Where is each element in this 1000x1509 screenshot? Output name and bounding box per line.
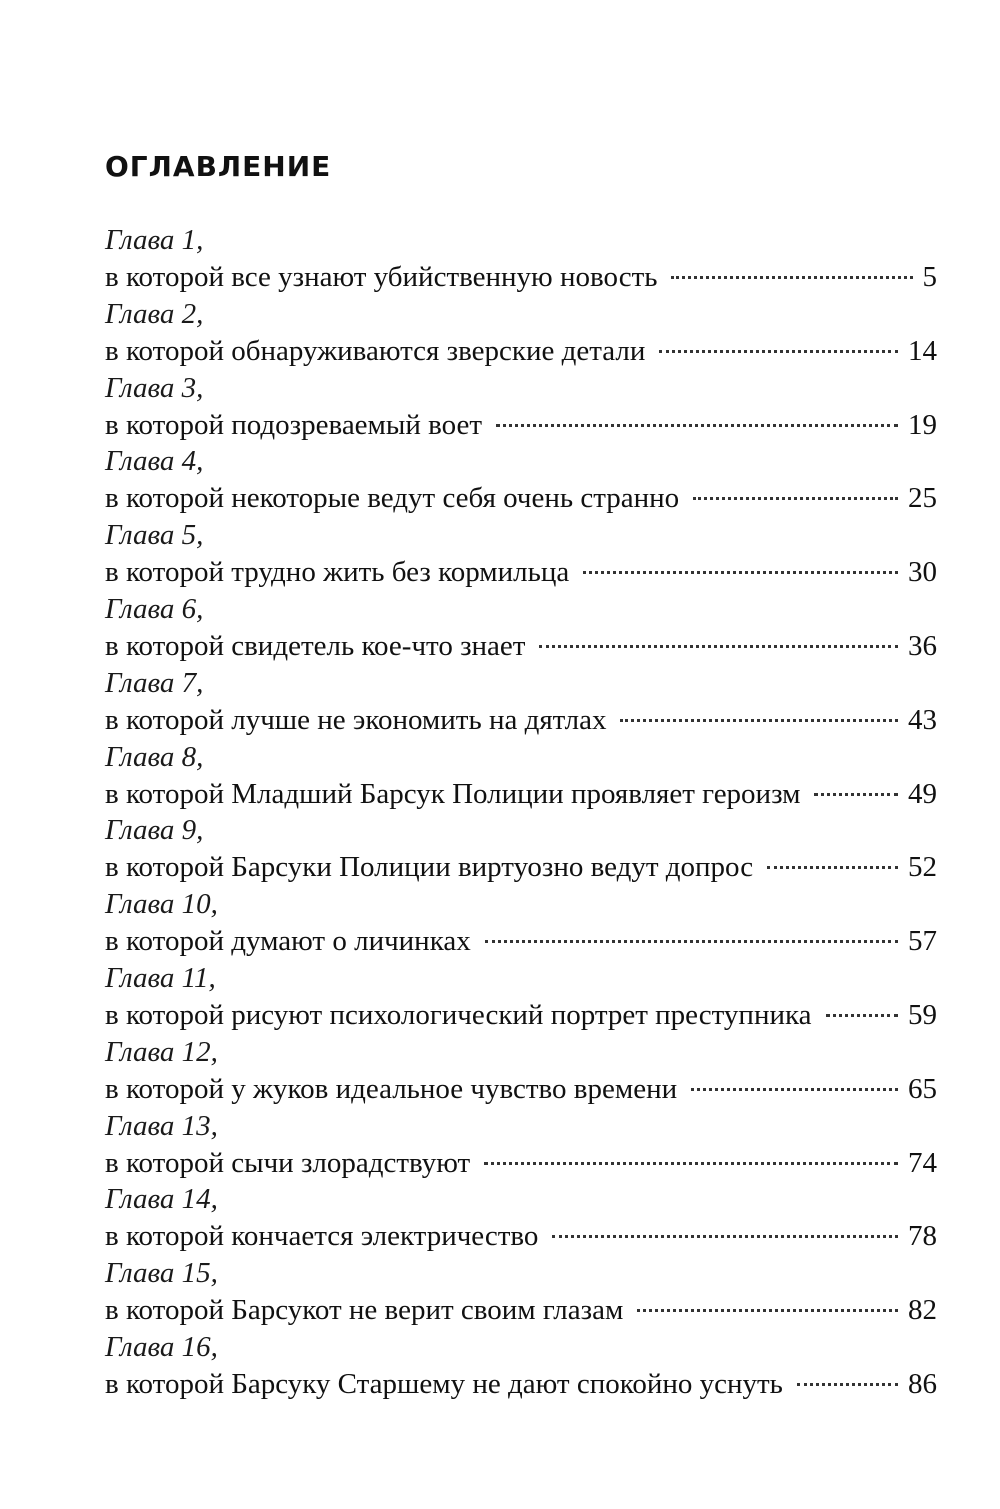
- entry-line: [105, 776, 937, 813]
- dot-leader: [496, 424, 898, 427]
- entry-title: в которой трудно жить без кормильца: [105, 556, 570, 589]
- entry-title: в которой Барсукот не верит своим глазам: [105, 1294, 624, 1327]
- dot-leader: [539, 645, 898, 648]
- entry-title: в которой сычи злорадствуют: [105, 1146, 471, 1179]
- dot-leader: [693, 497, 898, 500]
- page-number: 52: [908, 851, 937, 884]
- entry-title: в которой все узнают убийственную новость: [105, 261, 658, 293]
- chapter-label: Глава 2,: [105, 297, 204, 330]
- entry-title: в которой обнаруживаются зверские детали: [105, 334, 646, 367]
- chapter-label: Глава 9,: [105, 814, 204, 847]
- chapter-label: Глава 7,: [105, 666, 204, 699]
- entry-line: [105, 480, 937, 517]
- chapter-label: Глава 4,: [105, 445, 204, 478]
- toc-entry: [105, 812, 937, 886]
- dot-leader: [583, 571, 898, 574]
- entry-line: [105, 1218, 937, 1255]
- entry-line: [105, 1145, 937, 1182]
- dot-leader: [659, 350, 898, 353]
- page-number: 43: [908, 703, 937, 736]
- entry-title: в которой думают о личинках: [105, 925, 471, 958]
- toc-entry: [105, 665, 937, 739]
- chapter-label: Глава 3,: [105, 371, 204, 404]
- page-number: 36: [908, 629, 937, 662]
- page-number: 86: [908, 1367, 937, 1400]
- toc-entry: [105, 222, 937, 296]
- chapter-label: Глава 16,: [105, 1330, 218, 1363]
- entry-title: в которой Младший Барсук Полиции проявляет героизм: [105, 777, 801, 810]
- dot-leader: [691, 1088, 898, 1091]
- dot-leader: [767, 866, 898, 869]
- entry-title: в которой лучше не экономить на дятлах: [105, 703, 607, 736]
- toc-entry: [105, 1108, 937, 1182]
- toc-entry: [105, 1181, 937, 1255]
- page-number: 5: [922, 261, 937, 293]
- toc-entry: [105, 517, 937, 591]
- entry-title: в которой некоторые ведут себя очень странно: [105, 482, 680, 515]
- entry-line: [105, 923, 937, 960]
- page-number: 65: [908, 1072, 937, 1105]
- entry-line: [105, 702, 937, 739]
- dot-leader: [671, 276, 912, 279]
- dot-leader: [552, 1235, 898, 1238]
- page-number: 74: [908, 1146, 937, 1179]
- page-number: 25: [908, 482, 937, 515]
- entry-title: в которой свидетель кое-что знает: [105, 629, 526, 662]
- dot-leader: [814, 793, 898, 796]
- chapter-label: Глава 11,: [105, 961, 216, 994]
- toc-entry: [105, 443, 937, 517]
- page-number: 57: [908, 925, 937, 958]
- dot-leader: [620, 719, 898, 722]
- entry-line: [105, 1071, 937, 1108]
- entry-line: [105, 554, 937, 591]
- page-number: 49: [908, 777, 937, 810]
- entry-title: в которой Барсуку Старшему не дают спокойно уснуть: [105, 1367, 783, 1400]
- entry-line: [105, 407, 937, 444]
- dot-leader: [797, 1383, 898, 1386]
- entry-line: [105, 997, 937, 1034]
- entry-title: в которой Барсуки Полиции виртуозно ведут допрос: [105, 851, 754, 884]
- toc-entry: [105, 1329, 937, 1403]
- page-number: 82: [908, 1294, 937, 1327]
- toc-entry: [105, 296, 937, 370]
- chapter-label: Глава 1,: [105, 224, 204, 256]
- entry-title: в которой подозреваемый воет: [105, 408, 483, 441]
- entry-title: в которой кончается электричество: [105, 1220, 539, 1253]
- toc-list: [105, 222, 937, 1403]
- chapter-label: Глава 10,: [105, 888, 218, 921]
- toc-entry: [105, 1034, 937, 1108]
- entry-line: [105, 1366, 937, 1403]
- page-number: 78: [908, 1220, 937, 1253]
- entry-line: [105, 1292, 937, 1329]
- entry-line: [105, 259, 937, 296]
- toc-entry: [105, 739, 937, 813]
- toc-entry: [105, 886, 937, 960]
- toc-entry: [105, 591, 937, 665]
- page-number: 19: [908, 408, 937, 441]
- entry-title: в которой рисуют психологический портрет преступника: [105, 998, 812, 1031]
- entry-title: в которой у жуков идеальное чувство времени: [105, 1072, 678, 1105]
- chapter-label: Глава 14,: [105, 1183, 218, 1216]
- toc-entry: [105, 370, 937, 444]
- page-number: 30: [908, 556, 937, 589]
- chapter-label: Глава 8,: [105, 740, 204, 773]
- entry-line: [105, 849, 937, 886]
- chapter-label: Глава 6,: [105, 592, 204, 625]
- chapter-label: Глава 15,: [105, 1257, 218, 1290]
- toc-title: оглавление: [105, 140, 332, 186]
- toc-entry: [105, 960, 937, 1034]
- page-number: 59: [908, 998, 937, 1031]
- toc-entry: [105, 1255, 937, 1329]
- chapter-label: Глава 12,: [105, 1035, 218, 1068]
- page-number: 14: [908, 334, 937, 367]
- dot-leader: [484, 1162, 898, 1165]
- entry-line: [105, 333, 937, 370]
- chapter-label: Глава 5,: [105, 519, 204, 552]
- dot-leader: [826, 1014, 898, 1017]
- dot-leader: [637, 1309, 898, 1312]
- entry-line: [105, 628, 937, 665]
- dot-leader: [485, 940, 898, 943]
- chapter-label: Глава 13,: [105, 1109, 218, 1142]
